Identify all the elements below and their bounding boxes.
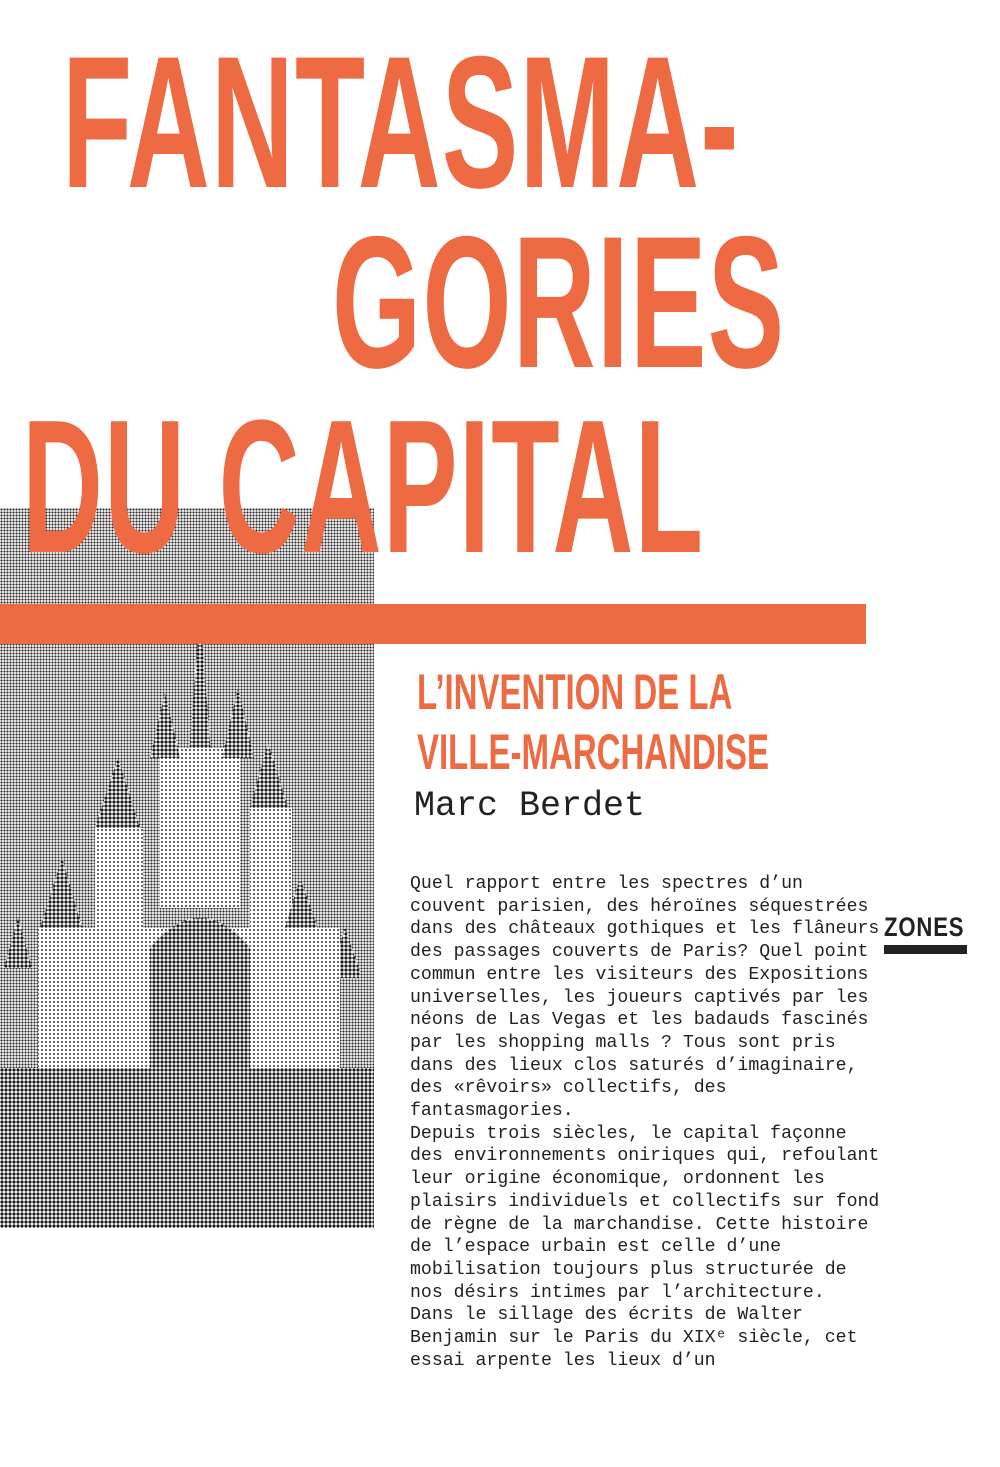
title-line-1: FANTASMA-	[62, 17, 740, 227]
publisher-logo-bar	[884, 945, 967, 954]
blurb-paragraph-1: Quel rapport entre les spectres d’un couvent parisien, des héroïnes séquestrées dans des châteaux gothiques et les flâneurs des passages couverts de Paris? Quel point commun entre les visiteurs des Expositions universelles, les joueurs captivés par les néons de Las Vegas et les badauds fascinés par les shopping malls ? Tous sont pris dans des lieux clos saturés d’imaginaire, des «rêvoirs» collectifs, des fantasmagories.	[410, 874, 880, 1122]
blurb-paragraph-2: Depuis trois siècles, le capital façonne des environnements oniriques qui, refoulant leur origine économique, ordonnent les plaisirs individuels et collectifs sur fond de règne de la marchandise. Cette histoire de l’espace urbain est celle d’une mobilisation toujours plus structurée de nos désirs intimes par l’architecture.	[410, 1123, 880, 1303]
title-line-3: DU CAPITAL	[22, 381, 705, 593]
subtitle-line-2: VILLE-MARCHANDISE	[417, 724, 769, 780]
back-blurb	[410, 873, 880, 1372]
author-name: Marc Berdet	[414, 786, 646, 826]
orange-rule	[0, 604, 866, 644]
publisher-logo: ZONES	[884, 912, 965, 942]
blurb-paragraph-3: Dans le sillage des écrits de Walter Benjamin sur le Paris du XIXᵉ siècle, cet essai arpente les lieux d’un	[410, 1305, 858, 1371]
subtitle	[417, 662, 769, 782]
title-line-2: GORIES	[332, 197, 786, 407]
subtitle-line-1: L’INVENTION DE LA	[417, 664, 733, 720]
